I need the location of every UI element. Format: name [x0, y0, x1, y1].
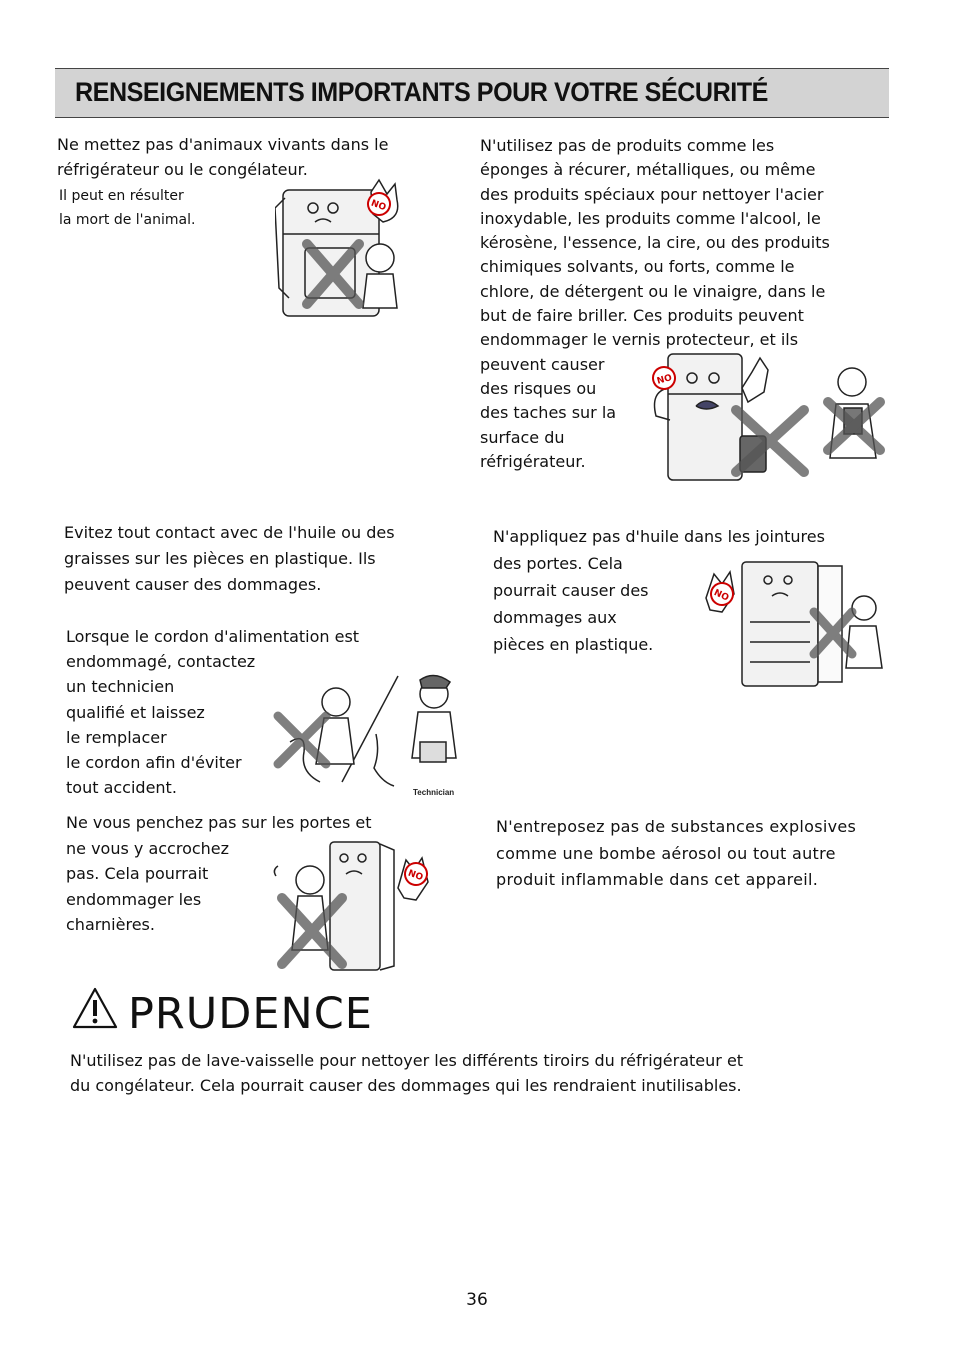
- text-line: N'utilisez pas de lave-vaisselle pour nettoyer les différents tiroirs du réfrigérateur et: [70, 1051, 744, 1070]
- text-line: tout accident.: [66, 778, 177, 798]
- text-line: endommager les: [66, 889, 202, 909]
- text-line: endommager le vernis protecteur, et ils: [480, 330, 799, 350]
- section-header: [55, 68, 889, 118]
- text-line: N'entreposez pas de substances explosives: [496, 817, 857, 836]
- caution-heading: PRUDENCE: [128, 989, 373, 1039]
- text-line: pièces en plastique.: [493, 635, 654, 654]
- text-line: endommagé, contactez: [66, 652, 256, 672]
- text-line: charnières.: [66, 915, 155, 934]
- text-line: surface du: [480, 427, 565, 447]
- text-line: N'appliquez pas d'huile dans les jointures: [493, 527, 825, 546]
- animals-warning: [57, 132, 388, 182]
- text-line: le cordon afin d'éviter: [66, 753, 242, 773]
- text-line: qualifié et laissez: [66, 702, 205, 722]
- text-line: dommages aux: [493, 608, 617, 627]
- text-line: des produits spéciaux pour nettoyer l'acier: [480, 184, 824, 204]
- text-line: ne vous y accrochez: [66, 838, 230, 858]
- text-line: des portes. Cela: [493, 554, 623, 573]
- page-title: RENSEIGNEMENTS IMPORTANTS POUR VOTRE SÉCURITÉ: [75, 77, 768, 107]
- cleaning-products-illustration: [640, 348, 895, 484]
- text-line: un technicien: [66, 677, 175, 697]
- text-line: inoxydable, les produits comme l'alcool, le: [480, 208, 821, 228]
- text-line: éponges à récurer, métalliques, ou même: [480, 160, 816, 180]
- text-line: Evitez tout contact avec de l'huile ou des: [64, 523, 395, 542]
- text-line: peuvent causer des dommages.: [64, 575, 322, 594]
- explosives-warning: [496, 814, 856, 894]
- no-sign-label: NO: [369, 198, 388, 214]
- power-cord-illustration: [270, 672, 465, 802]
- page-number: 36: [466, 1290, 488, 1310]
- text-line: comme une bombe aérosol ou tout autre: [496, 843, 836, 863]
- text-line: Ne mettez pas d'animaux vivants dans le: [57, 135, 389, 154]
- animals-note: [59, 184, 195, 232]
- text-line: Il peut en résulter: [59, 188, 184, 204]
- text-line: but de faire briller. Ces produits peuvent: [480, 306, 804, 326]
- door-gasket-illustration: [676, 556, 886, 690]
- text-line: Lorsque le cordon d'alimentation est: [66, 627, 360, 646]
- text-line: kérosène, l'essence, la cire, ou des produits: [480, 233, 830, 253]
- text-line: pourrait causer des: [493, 581, 649, 600]
- text-line: la mort de l'animal.: [59, 212, 196, 228]
- technician-caption: Technician: [413, 788, 455, 797]
- text-line: peuvent causer: [480, 354, 605, 374]
- text-line: du congélateur. Cela pourrait causer des dommages qui les rendraient inutilisables.: [70, 1076, 742, 1095]
- warning-triangle-icon: [72, 987, 118, 1029]
- text-line: réfrigérateur ou le congélateur.: [57, 160, 308, 179]
- no-sign-label: NO: [655, 373, 674, 387]
- text-line: chlore, de détergent ou le vinaigre, dans le: [480, 281, 826, 301]
- no-sign-label: NO: [712, 588, 731, 604]
- text-line: pas. Cela pourrait: [66, 864, 209, 883]
- caution-text: [70, 1048, 743, 1098]
- animal-in-fridge-illustration: [275, 178, 425, 320]
- text-line: Ne vous penchez pas sur les portes et: [66, 813, 372, 832]
- text-line: des taches sur la: [480, 403, 617, 423]
- text-line: réfrigérateur.: [480, 451, 586, 471]
- no-sign-label: NO: [406, 868, 425, 884]
- text-line: graisses sur les pièces en plastique. Ils: [64, 549, 376, 568]
- text-line: N'utilisez pas de produits comme les: [480, 136, 775, 155]
- hanging-on-door-illustration: [270, 840, 435, 974]
- oil-plastic-warning: [64, 520, 395, 598]
- text-line: chimiques solvants, ou forts, comme le: [480, 257, 795, 277]
- text-line: des risques ou: [480, 378, 597, 398]
- text-line: produit inflammable dans cet appareil.: [496, 870, 819, 889]
- text-line: le remplacer: [66, 727, 167, 747]
